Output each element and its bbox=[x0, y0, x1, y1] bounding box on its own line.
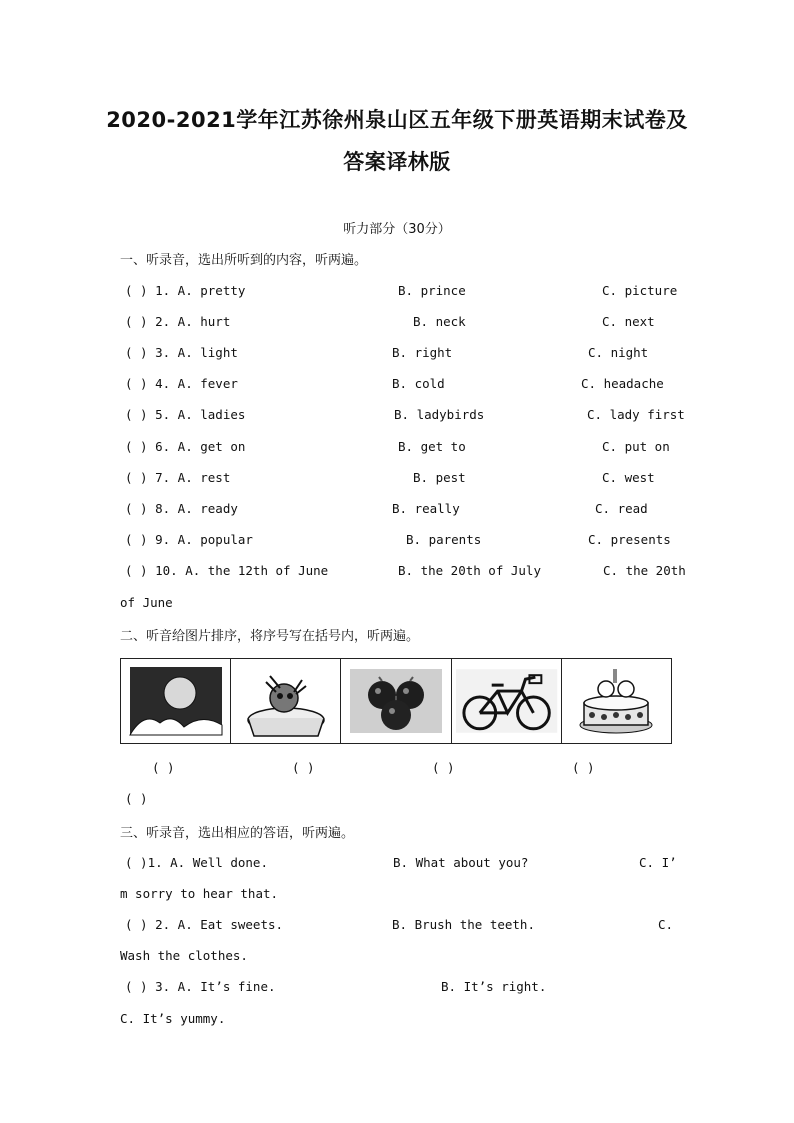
tomatoes-icon bbox=[341, 659, 451, 743]
document-title-line2: 答案译林版 bbox=[343, 150, 451, 174]
section2-heading: 二、听音给图片排序，将序号写在括号内，听两遍。 bbox=[120, 629, 420, 644]
picture2-bracket: ( ) bbox=[292, 760, 315, 775]
q5-option-a: ( ) 5. A. ladies bbox=[125, 407, 246, 422]
s3-q3-option-a: ( ) 3. A. It’s fine. bbox=[125, 979, 276, 994]
q6-option-c: C. put on bbox=[602, 439, 670, 454]
q4-option-c: C. headache bbox=[581, 376, 664, 391]
q1-option-c: C. picture bbox=[602, 283, 678, 298]
document-title-line1: 2020-2021学年江苏徐州泉山区五年级下册英语期末试卷及 bbox=[106, 108, 688, 132]
s3-q3-wrap: C. It’s yummy. bbox=[120, 1011, 226, 1026]
q10-option-c: C. the 20th bbox=[603, 563, 686, 578]
q2-option-a: ( ) 2. A. hurt bbox=[125, 314, 231, 329]
q6-option-b: B. get to bbox=[398, 439, 466, 454]
q9-option-c: C. presents bbox=[588, 532, 671, 547]
q6-option-a: ( ) 6. A. get on bbox=[125, 439, 246, 454]
s3-q2-wrap: Wash the clothes. bbox=[120, 948, 248, 963]
s3-q2-option-a: ( ) 2. A. Eat sweets. bbox=[125, 917, 284, 932]
picture3-bracket: ( ) bbox=[432, 760, 455, 775]
q2-option-b: B. neck bbox=[413, 314, 466, 329]
q3-option-b: B. right bbox=[392, 345, 453, 360]
q9-option-b: B. parents bbox=[406, 532, 482, 547]
q5-option-b: B. ladybirds bbox=[394, 407, 485, 422]
s3-q2-option-c: C. bbox=[658, 917, 674, 932]
cake-icon bbox=[562, 659, 671, 743]
q2-option-c: C. next bbox=[602, 314, 655, 329]
listening-header: 听力部分（30分） bbox=[343, 222, 451, 237]
q5-option-c: C. lady first bbox=[587, 407, 685, 422]
bicycle-icon bbox=[452, 659, 562, 743]
section1-heading: 一、听录音，选出所听到的内容，听两遍。 bbox=[120, 253, 368, 268]
moon-icon bbox=[121, 659, 231, 743]
picture-strip bbox=[120, 658, 672, 744]
s3-q2-option-b: B. Brush the teeth. bbox=[392, 917, 535, 932]
q9-option-a: ( ) 9. A. popular bbox=[125, 532, 253, 547]
q3-option-a: ( ) 3. A. light bbox=[125, 345, 238, 360]
q4-option-a: ( ) 4. A. fever bbox=[125, 376, 238, 391]
q8-option-c: C. read bbox=[595, 501, 648, 516]
s3-q1-option-b: B. What about you? bbox=[393, 855, 529, 870]
q4-option-b: B. cold bbox=[392, 376, 445, 391]
s3-q1-option-c: C. I’ bbox=[639, 855, 677, 870]
s3-q1-wrap: m sorry to hear that. bbox=[120, 886, 279, 901]
q7-option-c: C. west bbox=[602, 470, 655, 485]
picture1-bracket: ( ) bbox=[152, 760, 175, 775]
q7-option-b: B. pest bbox=[413, 470, 466, 485]
q1-item bbox=[125, 283, 245, 298]
section3-heading: 三、听录音，选出相应的答语，听两遍。 bbox=[120, 826, 355, 841]
q7-option-a: ( ) 7. A. rest bbox=[125, 470, 231, 485]
q10-option-b: B. the 20th of July bbox=[398, 563, 541, 578]
q8-option-a: ( ) 8. A. ready bbox=[125, 501, 238, 516]
picture5-bracket: ( ) bbox=[125, 791, 148, 806]
q10-option-a: ( ) 10. A. the 12th of June bbox=[125, 563, 329, 578]
q1-option-a: ( ) 1. A. pretty bbox=[125, 283, 246, 298]
s3-q3-option-b: B. It’s right. bbox=[441, 979, 547, 994]
q10-wrap: of June bbox=[120, 595, 173, 610]
q3-option-c: C. night bbox=[588, 345, 649, 360]
picture4-bracket: ( ) bbox=[572, 760, 595, 775]
bath-icon bbox=[231, 659, 341, 743]
s3-q1-option-a: ( )1. A. Well done. bbox=[125, 855, 268, 870]
q1-option-b: B. prince bbox=[398, 283, 466, 298]
q8-option-b: B. really bbox=[392, 501, 460, 516]
